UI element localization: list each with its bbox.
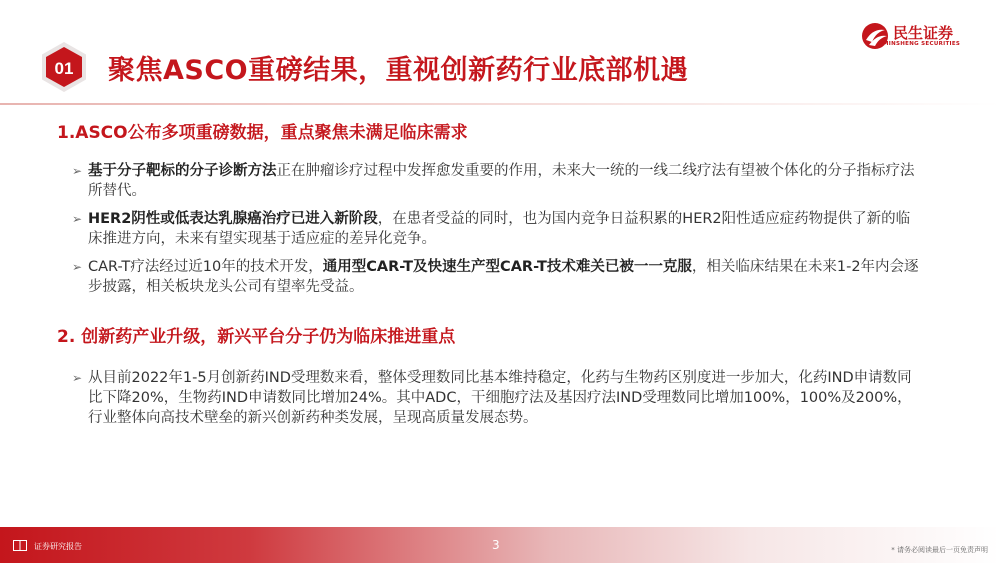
page-title: 聚焦ASCO重磅结果，重视创新药行业底部机遇 xyxy=(108,55,689,86)
section-number-badge xyxy=(38,41,90,93)
footer-label: 证券研究报告 xyxy=(34,542,82,551)
list-item xyxy=(72,368,922,428)
bullet-emphasis: HER2阴性或低表达乳腺癌治疗已进入新阶段 xyxy=(88,211,378,227)
bullet-text: 正在肿瘤诊疗过程中发挥愈发重要的作用，未来大一统的一线二线疗法有望被个体化的分子指标疗法所替代。 xyxy=(88,163,915,199)
list-item xyxy=(72,209,922,249)
brand-subtitle: MINSHENG SECURITIES xyxy=(883,41,961,47)
bullet-text: 从目前2022年1-5月创新药IND受理数来看，整体受理数同比基本维持稳定，化药与生物药区别度进一步加大，化药IND申请数同比下降20%，生物药IND申请数同比增加24%。其中ADC，干细胞疗法及基因疗法IND受理数同比增加100%，100%及200%，行业整体向高技术壁垒的新兴创新药种类发展，呈现高质量发展态势。 xyxy=(88,370,912,426)
bullet-arrow-icon: ➢ xyxy=(72,164,83,178)
bullet-arrow-icon: ➢ xyxy=(72,260,83,274)
section-1-bullets xyxy=(72,161,922,297)
bullet-text: ，相关临床结果在未来1-2年内会逐步披露，相关板块龙头公司有望率先受益。 xyxy=(88,259,919,295)
bullet-text: ，在患者受益的同时，也为国内竞争日益积累的HER2阳性适应症药物提供了新的临床推进方向，未来有望实现基于适应症的差异化竞争。 xyxy=(88,211,911,247)
page-number: 3 xyxy=(492,538,500,552)
bullet-emphasis: 通用型CAR-T及快速生产型CAR-T技术难关已被一一克服 xyxy=(322,259,692,275)
section-2-title: 2. 创新药产业升级，新兴平台分子仍为临床推进重点 xyxy=(57,327,456,347)
brand-name: 民生证券 xyxy=(893,24,954,42)
footer-bar xyxy=(0,527,1000,563)
report-book-icon xyxy=(13,540,27,551)
bullet-emphasis: 基于分子靶标的分子诊断方法 xyxy=(88,163,277,179)
section-number: 01 xyxy=(54,59,74,78)
list-item xyxy=(72,257,922,297)
bullet-arrow-icon: ➢ xyxy=(72,371,83,385)
section-2-bullets xyxy=(72,368,922,428)
bullet-arrow-icon: ➢ xyxy=(72,212,83,226)
bullet-lead-text: CAR-T疗法经过近10年的技术开发， xyxy=(88,259,323,275)
disclaimer-text: * 请务必阅读最后一页免责声明 xyxy=(891,546,988,554)
list-item xyxy=(72,161,922,201)
header-divider xyxy=(0,103,1000,105)
section-1-title: 1.ASCO公布多项重磅数据，重点聚焦未满足临床需求 xyxy=(57,123,468,143)
